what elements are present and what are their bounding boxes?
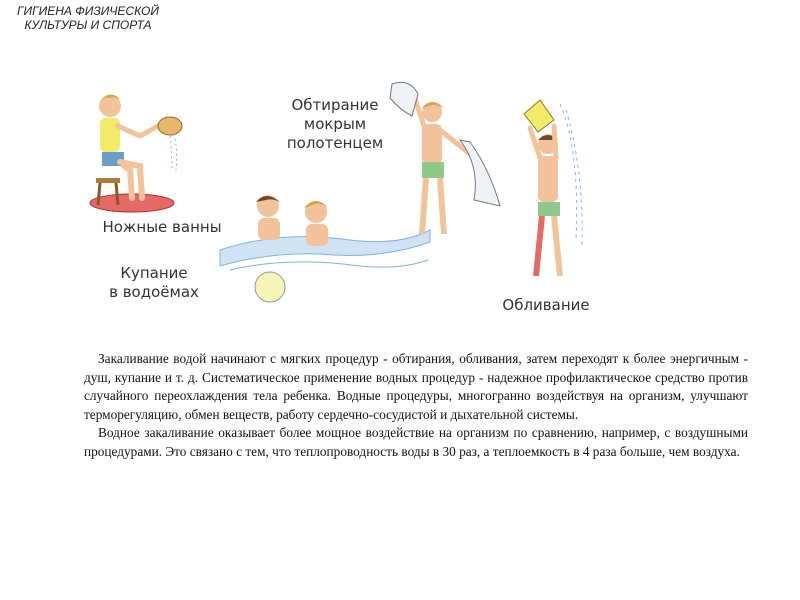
caption-rubdown xyxy=(280,96,390,153)
header-line-1: ГИГИЕНА ФИЗИЧЕСКОЙ xyxy=(17,4,159,18)
caption-foot-bath: Ножные ванны xyxy=(102,218,222,236)
paragraph-1: Закаливание водой начинают с мягких процедур - обтирания, обливания, затем переходят к более энергичным - душ, купание и т. д. Систематическое применение водных процедур - надежное профилактическое средство против случайного переохлаждения тела ребенка. Водные процедуры, многогранно воздействуя на организм, улучшают терморегуляцию, обмен веществ, работу сердечно-сосудистой и дыхательной системы. xyxy=(84,351,748,422)
caption-swimming xyxy=(94,264,214,302)
caption-swimming-line-1: Купание xyxy=(120,264,188,282)
caption-rubdown-line-1: Обтирание xyxy=(291,96,379,114)
paragraph-2: Водное закаливание оказывает более мощное воздействие на организм по сравнению, например, с воздушными процедурами. Это связано с тем, что теплопроводность воды в 30 раз, а теплоемкость в 4 раза больше, чем воздуха. xyxy=(84,425,748,459)
caption-swimming-line-2: в водоёмах xyxy=(109,283,199,301)
caption-dousing: Обливание xyxy=(502,296,590,314)
dousing-figure xyxy=(524,100,582,276)
header-line-2: КУЛЬТУРЫ И СПОРТА xyxy=(24,18,152,32)
rubdown-figure xyxy=(390,82,500,234)
foot-bath-figure xyxy=(90,94,182,212)
page-header xyxy=(8,4,168,32)
caption-rubdown-line-2: мокрым xyxy=(303,115,367,133)
caption-rubdown-line-3: полотенцем xyxy=(286,134,384,152)
swimming-figure xyxy=(220,195,430,302)
body-text xyxy=(84,350,748,461)
